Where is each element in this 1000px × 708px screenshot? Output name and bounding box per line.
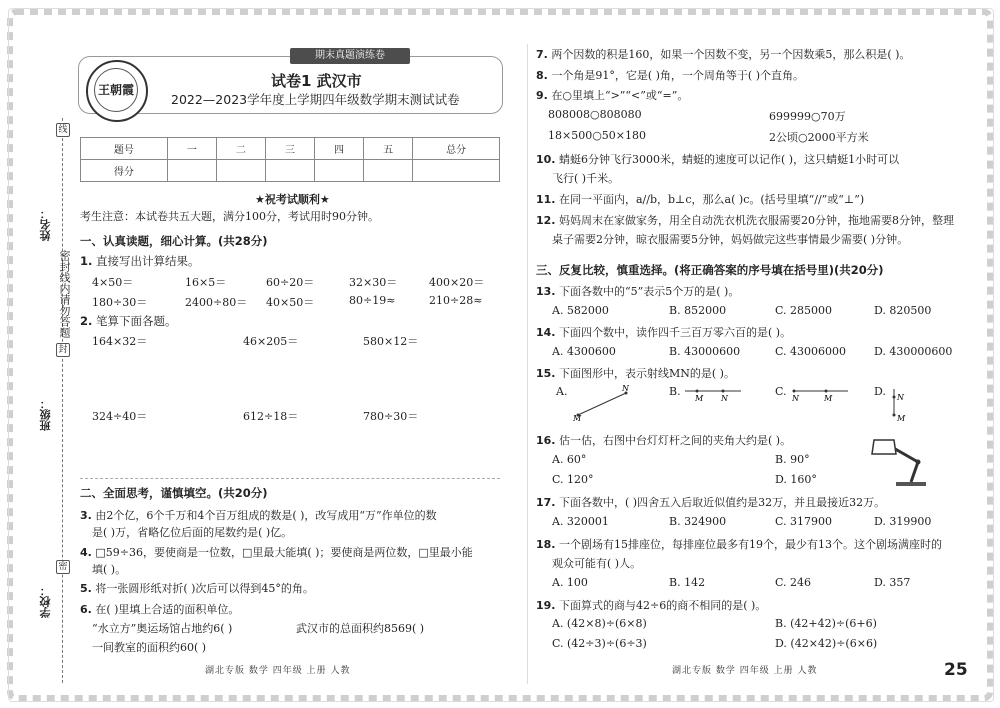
question-number: 13. xyxy=(536,285,556,298)
question-text: 下面各数中，( )四舍五入后取近似值约是32万，并且最接近32万。 xyxy=(559,496,886,509)
calc-item: 32×30＝ xyxy=(349,276,398,289)
binding-line xyxy=(62,118,63,683)
table-cell: 二 xyxy=(216,138,265,160)
option-b: B. 142 xyxy=(669,576,706,589)
question-text: 直接写出计算结果。 xyxy=(96,254,200,268)
question-text: 在同一平面内，a//b，b⊥c，那么a( )c。(括号里填“//”或“⊥”) xyxy=(559,193,865,206)
question-number: 18. xyxy=(536,538,556,551)
table-cell: 四 xyxy=(315,138,364,160)
option-c: C. xyxy=(775,385,787,398)
option-c: C. 120° xyxy=(552,473,594,486)
header-tag: 期末真题演练卷 xyxy=(290,48,410,64)
question-text: 观众可能有( )人。 xyxy=(552,557,642,570)
question-number: 17. xyxy=(536,496,556,509)
question-number: 4. xyxy=(80,546,92,559)
option-d: D. 430000600 xyxy=(874,345,953,358)
option-a: A. (42×8)÷(6×8) xyxy=(552,617,647,630)
question-text: 笔算下面各题。 xyxy=(96,314,177,328)
question-number: 7. xyxy=(536,48,548,61)
option-b: B. xyxy=(669,385,681,398)
calc-item: 60÷20＝ xyxy=(266,276,315,289)
score-cell[interactable] xyxy=(364,160,413,182)
column-separator xyxy=(527,44,528,684)
written-calc-item: 324÷40＝ xyxy=(92,410,148,423)
question-text: 将一张圆形纸对折( )次后可以得到45°的角。 xyxy=(95,582,314,595)
calc-item: 4×50＝ xyxy=(92,276,134,289)
question-text: 一间教室的面积约60( ) xyxy=(92,641,207,654)
question-text: 填( )。 xyxy=(92,563,127,576)
point-label: N xyxy=(897,393,904,402)
option-b: B. 43000600 xyxy=(669,345,741,358)
question-number: 19. xyxy=(536,599,556,612)
figure-option-d xyxy=(888,385,908,425)
calc-item: 2400÷80＝ xyxy=(185,296,248,309)
question-text: □59÷36，要使商是一位数，□里最大能填( )；要使商是两位数，□里最小能 xyxy=(95,546,473,559)
question-number: 14. xyxy=(536,326,556,339)
question-text: 两个因数的积是160，如果一个因数不变，另一个因数乘5，那么积是( )。 xyxy=(551,48,911,61)
option-a: A. 60° xyxy=(552,453,587,466)
seal-char-1: 线 xyxy=(56,123,70,137)
option-c: C. 285000 xyxy=(775,304,833,317)
name-label: 姓名： xyxy=(39,208,52,241)
point-label: N xyxy=(622,385,629,393)
option-a: A. 4300600 xyxy=(552,345,616,358)
question-number: 16. xyxy=(536,434,556,447)
compare-item: 699999○70万 xyxy=(769,110,846,123)
question-number: 8. xyxy=(536,69,548,82)
option-c: C. 43006000 xyxy=(775,345,847,358)
table-cell: 一 xyxy=(167,138,216,160)
logo-text: 王朝霞 xyxy=(94,68,138,112)
seal-char-2: 封 xyxy=(56,343,70,357)
section-2-heading: 二、全面思考，谨慎填空。(共20分) xyxy=(80,486,268,500)
score-cell[interactable] xyxy=(216,160,265,182)
question-text: 一个剧场有15排座位，每排座位最多有19个，最少有13个。这个剧场满座时的 xyxy=(559,538,942,551)
written-calc-item: 612÷18＝ xyxy=(243,410,299,423)
paper-subtitle: 2022—2023学年度上学期四年级数学期末测试试卷 xyxy=(171,92,460,107)
written-calc-item: 580×12＝ xyxy=(363,335,419,348)
option-d: D. 319900 xyxy=(874,515,932,528)
question-text: 在( )里填上合适的面积单位。 xyxy=(95,603,240,616)
class-label: 班级： xyxy=(39,398,52,431)
section-1-heading: 一、认真读题，细心计算。(共28分) xyxy=(80,234,268,248)
written-calc-item: 164×32＝ xyxy=(92,335,148,348)
compare-item: 2公顷○2000平方米 xyxy=(769,131,869,144)
question-text: “水立方”奥运场馆占地约6( ) xyxy=(92,622,233,635)
point-label: N xyxy=(721,394,728,403)
point-label: M xyxy=(897,414,906,423)
compare-item: 808008○808080 xyxy=(548,108,642,121)
question-text: 是( )万，省略亿位后面的尾数约是( )亿。 xyxy=(92,526,293,539)
option-c: C. 246 xyxy=(775,576,812,589)
option-b: B. (42+42)÷(6+6) xyxy=(775,617,877,630)
question-number: 5. xyxy=(80,582,92,595)
option-b: B. 90° xyxy=(775,453,810,466)
calc-item: 210÷28≈ xyxy=(429,294,483,307)
question-text: 妈妈周末在家做家务，用全自动洗衣机洗衣服需要20分钟，拖地需要8分钟，整理 xyxy=(559,214,954,227)
question-text: 武汉市的总面积约8569( ) xyxy=(296,622,425,635)
calc-item: 180÷30＝ xyxy=(92,296,148,309)
compare-item: 18×500○50×180 xyxy=(548,129,647,142)
table-cell: 得分 xyxy=(81,160,168,182)
question-text: 一个角是91°，它是( )角，一个周角等于( )个直角。 xyxy=(551,69,804,82)
option-d: D. (42×42)÷(6×6) xyxy=(775,637,878,650)
question-text: 蜻蜓6分钟飞行3000米，蜻蜓的速度可以记作( )，这只蜻蜓1小时可以 xyxy=(559,153,900,166)
section-3-heading: 三、反复比较，慎重选择。(将正确答案的序号填在括号里)(共20分) xyxy=(536,263,884,277)
score-table xyxy=(80,137,500,182)
option-c: C. 317900 xyxy=(775,515,833,528)
question-text: 飞行( )千米。 xyxy=(552,172,620,185)
binding-warning: 密封线内请勿答题 xyxy=(58,250,71,338)
point-label: N xyxy=(792,394,799,403)
question-text: 下面四个数中，读作四千三百万零六百的是( )。 xyxy=(559,326,792,339)
question-text: 下面图形中，表示射线MN的是( )。 xyxy=(559,367,735,380)
question-text: 下面各数中的“5”表示5个万的是( )。 xyxy=(559,285,740,298)
option-d: D. 357 xyxy=(874,576,911,589)
brand-logo xyxy=(86,60,148,122)
question-text: 估一估，右图中台灯灯杆之间的夹角大约是( )。 xyxy=(559,434,792,447)
footer-left: 湖北专版 数学 四年级 上册 人教 xyxy=(205,666,351,676)
score-cell[interactable] xyxy=(315,160,364,182)
calc-item: 40×50＝ xyxy=(266,296,315,309)
question-text: 桌子需要2分钟，晾衣服需要5分钟，妈妈做完这些事情最少需要( )分钟。 xyxy=(552,233,909,246)
option-d: D. xyxy=(874,385,886,398)
question-number: 9. xyxy=(536,89,548,102)
question-number: 6. xyxy=(80,603,92,616)
question-number: 10. xyxy=(536,153,556,166)
exam-notice: 考生注意：本试卷共五大题，满分100分，考试用时90分钟。 xyxy=(80,210,379,223)
option-a: A. xyxy=(556,385,568,398)
question-number: 3. xyxy=(80,509,92,522)
figure-option-b xyxy=(683,385,745,405)
table-cell: 总分 xyxy=(413,138,500,160)
option-a: A. 100 xyxy=(552,576,588,589)
point-label: M xyxy=(695,394,704,403)
school-label: 学校： xyxy=(39,585,52,618)
question-number: 11. xyxy=(536,193,556,206)
page-number: 25 xyxy=(944,660,968,680)
option-d: D. 160° xyxy=(775,473,817,486)
question-text: 下面算式的商与42÷6的商不相同的是( )。 xyxy=(559,599,767,612)
figure-option-c xyxy=(790,385,852,405)
point-label: M xyxy=(824,394,833,403)
score-cell[interactable] xyxy=(265,160,314,182)
question-text: 由2个亿，6个千万和4个百万组成的数是( )，改写成用“万”作单位的数 xyxy=(95,509,437,522)
score-table-score-row xyxy=(81,160,500,182)
score-cell[interactable] xyxy=(413,160,500,182)
point-label: M xyxy=(573,414,582,421)
question-text: 在○里填上“>”“<”或“=”。 xyxy=(551,89,689,102)
score-table-header-row xyxy=(81,138,500,160)
calc-item: 400×20＝ xyxy=(429,276,485,289)
greeting: ★祝考试顺利★ xyxy=(255,193,330,206)
table-cell: 三 xyxy=(265,138,314,160)
table-cell: 五 xyxy=(364,138,413,160)
calc-item: 16×5＝ xyxy=(185,276,227,289)
score-cell[interactable] xyxy=(167,160,216,182)
option-b: B. 324900 xyxy=(669,515,727,528)
figure-option-a xyxy=(570,385,640,421)
question-number: 15. xyxy=(536,367,556,380)
footer-right: 湖北专版 数学 四年级 上册 人教 xyxy=(672,666,818,676)
table-cell: 题号 xyxy=(81,138,168,160)
written-calc-item: 780÷30＝ xyxy=(363,410,419,423)
section-divider xyxy=(80,478,500,479)
calc-item: 80÷19≈ xyxy=(349,294,396,307)
option-a: A. 582000 xyxy=(552,304,609,317)
desk-lamp-figure xyxy=(866,436,934,488)
written-calc-item: 46×205＝ xyxy=(243,335,299,348)
option-c: C. (42÷3)÷(6÷3) xyxy=(552,637,647,650)
option-a: A. 320001 xyxy=(552,515,609,528)
option-b: B. 852000 xyxy=(669,304,727,317)
seal-char-3: 密 xyxy=(56,560,70,574)
question-number: 1. xyxy=(80,254,93,268)
option-d: D. 820500 xyxy=(874,304,932,317)
question-number: 12. xyxy=(536,214,556,227)
paper-title: 试卷1 武汉市 xyxy=(271,72,362,90)
question-number: 2. xyxy=(80,314,93,328)
